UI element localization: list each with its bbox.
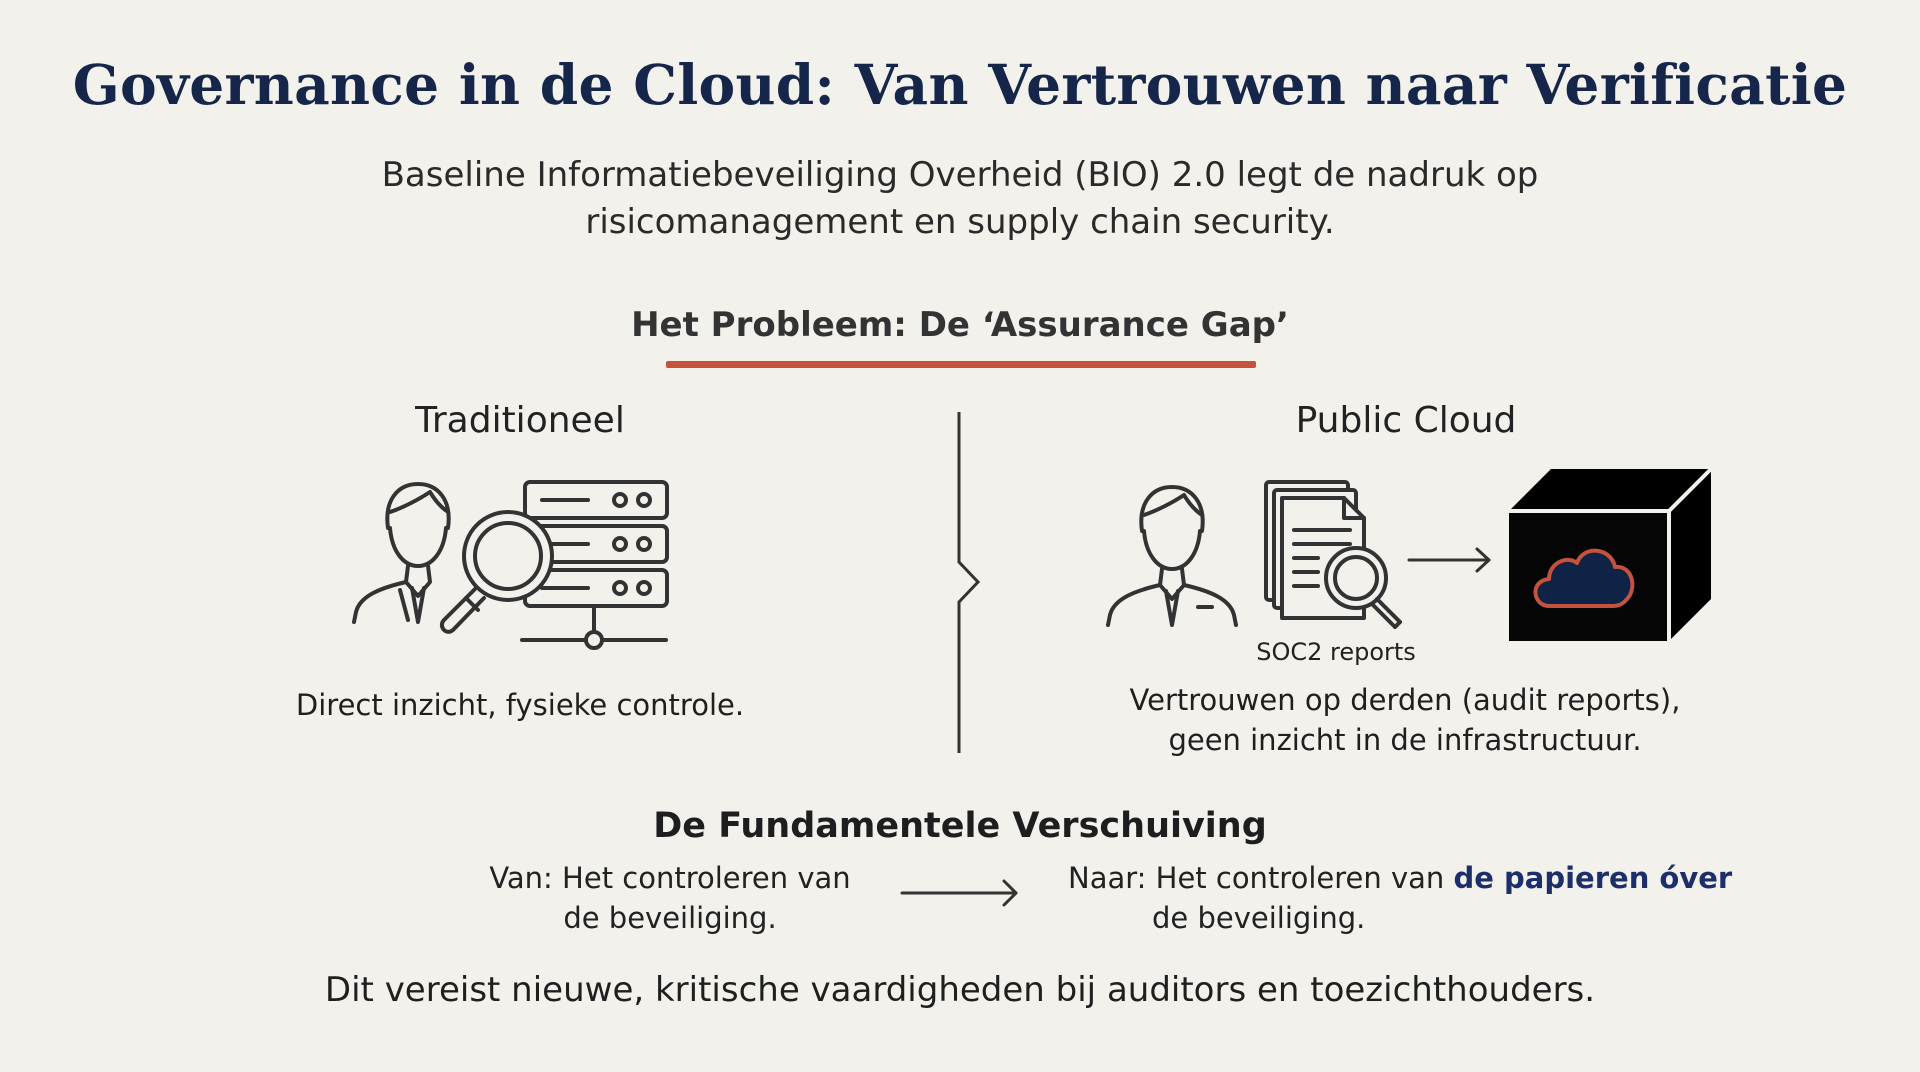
problem-underline	[666, 361, 1256, 368]
shift-from	[470, 858, 870, 938]
documents-magnifier-icon	[1260, 478, 1420, 638]
shift-to-line-2: de beveiliging.	[1152, 901, 1366, 935]
cloud-description	[1100, 680, 1710, 760]
arrow-right-icon	[1405, 545, 1495, 575]
cloud-description-line-1: Vertrouwen op derden (audit reports),	[1129, 683, 1681, 717]
traditional-title: Traditioneel	[415, 400, 625, 441]
traditional-description: Direct inzicht, fysieke controle.	[295, 688, 745, 722]
shift-to	[1068, 858, 1732, 938]
cloud-description-line-2: geen inzicht in de infrastructuur.	[1168, 723, 1642, 757]
shift-to-prefix: Naar: Het controleren van	[1068, 861, 1454, 895]
subtitle-line-1: Baseline Informatiebeveiliging Overheid (BIO) 2.0 legt de nadruk op	[381, 155, 1539, 195]
cloud-title: Public Cloud	[1295, 400, 1517, 441]
shift-to-emphasis: de papieren óver	[1453, 861, 1733, 895]
shift-from-line-2: de beveiliging.	[563, 901, 777, 935]
magnifier-icon	[442, 512, 552, 632]
person-icon	[1108, 487, 1236, 625]
problem-heading: Het Probleem: De ‘Assurance Gap’	[631, 305, 1289, 345]
shift-arrow-icon	[898, 875, 1023, 911]
traditional-illustration	[350, 470, 680, 660]
soc2-reports-label: SOC2 reports	[1256, 638, 1416, 666]
black-box-cloud-icon	[1505, 465, 1715, 645]
cloud-person-illustration	[1100, 475, 1245, 630]
shift-heading: De Fundamentele Verschuiving	[653, 806, 1267, 846]
center-divider	[950, 410, 990, 755]
shift-to-line-1	[1068, 858, 1732, 898]
subtitle	[360, 152, 1560, 246]
page-title: Governance in de Cloud: Van Vertrouwen naar Verificatie	[72, 52, 1848, 117]
person-icon	[354, 484, 449, 622]
shift-from-line-1: Van: Het controleren van	[489, 861, 851, 895]
footer-statement: Dit vereist nieuwe, kritische vaardigheden bij auditors en toezichthouders.	[324, 970, 1596, 1010]
subtitle-line-2: risicomanagement en supply chain security.	[585, 202, 1335, 242]
